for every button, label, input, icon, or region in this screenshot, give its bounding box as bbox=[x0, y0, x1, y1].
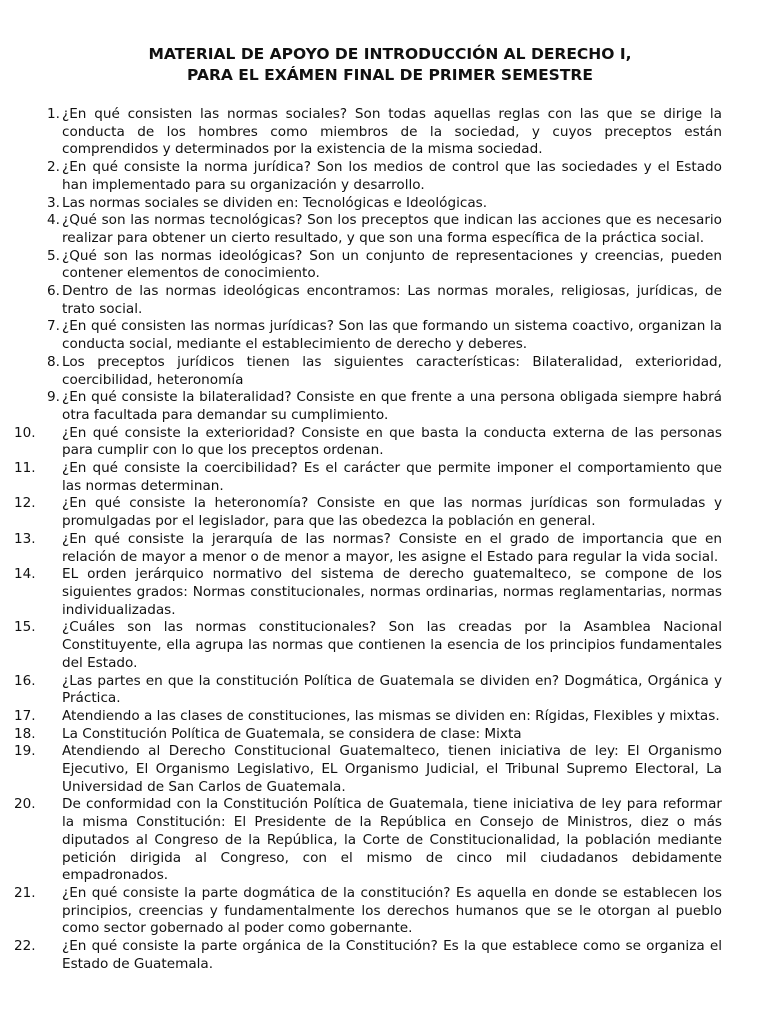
list-item bbox=[0, 708, 722, 726]
list-item bbox=[0, 283, 722, 318]
item-text: ¿En qué consiste la parte dogmática de la constitución? Es aquella en donde se establecen los principios, creencias y fundamentalmente los derechos humanos que se le otorgan al pueblo como sector gobernado al poder como gobernante. bbox=[62, 884, 722, 937]
list-item bbox=[0, 743, 722, 796]
item-text: Dentro de las normas ideológicas encontramos: Las normas morales, religiosas, jurídicas, de trato social. bbox=[62, 283, 722, 317]
list-item bbox=[0, 796, 722, 885]
list-item bbox=[0, 318, 722, 353]
item-number: 13. bbox=[14, 530, 36, 547]
list-item bbox=[0, 531, 722, 566]
item-text: ¿En qué consiste la heteronomía? Consiste en que las normas jurídicas son formuladas y promulgadas por el legislador, para que las obedezca la población en general. bbox=[62, 495, 722, 530]
item-text: ¿Qué son las normas tecnológicas? Son los preceptos que indican las acciones que es necesario realizar para obtener un cierto resultado, y que son una forma específica de la práctica social. bbox=[62, 212, 722, 246]
list-item bbox=[0, 159, 722, 194]
item-number: 15. bbox=[14, 619, 36, 636]
item-text: EL orden jerárquico normativo del sistema de derecho guatemalteco, se compone de los siguientes grados: Normas constitucionales, normas ordinarias, normas reglamentarias, normas individualizadas. bbox=[62, 566, 722, 618]
item-text: ¿Cuáles son las normas constitucionales? Son las creadas por la Asamblea Nacional Constituyente, ella agrupa las normas que contienen la esencia de los principios fundamentales del Estado. bbox=[62, 619, 722, 671]
item-text: Los preceptos jurídicos tienen las siguientes características: Bilateralidad, exterioridad, coercibilidad, heteronomía bbox=[62, 353, 722, 388]
list-item bbox=[0, 938, 722, 973]
item-number: 16. bbox=[14, 672, 36, 689]
item-text: ¿En qué consiste la exterioridad? Consiste en que basta la conducta externa de las personas para cumplir con lo que los preceptos ordenan. bbox=[62, 424, 722, 459]
item-number: 11. bbox=[14, 460, 36, 477]
item-text: La Constitución Política de Guatemala, se considera de clase: Mixta bbox=[62, 725, 522, 742]
item-number: 14. bbox=[14, 566, 36, 583]
list-item bbox=[0, 106, 722, 159]
item-text: ¿Las partes en que la constitución Política de Guatemala se dividen en? Dogmática, Orgánica y Práctica. bbox=[62, 672, 722, 707]
item-number: 21. bbox=[14, 884, 36, 901]
item-number: 2. bbox=[47, 159, 60, 176]
list-item bbox=[0, 248, 722, 283]
item-number: 22. bbox=[14, 938, 36, 955]
list-item bbox=[0, 212, 722, 247]
item-number: 10. bbox=[14, 424, 36, 441]
item-number: 9. bbox=[47, 389, 60, 406]
item-text: Atendiendo a las clases de constituciones, las mismas se dividen en: Rígidas, Flexibles y mixtas. bbox=[62, 707, 720, 724]
item-number: 20. bbox=[14, 796, 36, 813]
item-text: ¿Qué son las normas ideológicas? Son un conjunto de representaciones y creencias, pueden contener elementos de conocimiento. bbox=[62, 247, 722, 282]
item-text: Atendiendo al Derecho Constitucional Guatemalteco, tienen iniciativa de ley: El Organismo Ejecutivo, El Organismo Legislativo, EL Organismo Judicial, el Tribunal Supremo Electoral, La Universidad de San Carlos de Guatemala. bbox=[62, 743, 722, 795]
questions-list bbox=[0, 106, 768, 973]
list-item bbox=[0, 425, 722, 460]
item-text: ¿En qué consiste la jerarquía de las normas? Consiste en el grado de importancia que en relación de mayor a menor o de menor a mayor, les asigne el Estado para regular la vida social. bbox=[62, 530, 722, 565]
item-number: 3. bbox=[47, 194, 60, 211]
item-number: 8. bbox=[47, 353, 60, 370]
item-number: 17. bbox=[14, 707, 36, 724]
item-text: De conformidad con la Constitución Política de Guatemala, tiene iniciativa de ley para reformar la misma Constitución: El Presidente de la República en Consejo de Ministros, diez o más diputados al Congreso de la República, la Corte de Constitucionalidad, la población mediante petición dirigida al Congreso, con el mismo de cinco mil ciudadanos debidamente empadronados. bbox=[62, 796, 722, 884]
item-number: 4. bbox=[47, 212, 60, 229]
item-number: 18. bbox=[14, 725, 36, 742]
item-text: ¿En qué consiste la bilateralidad? Consiste en que frente a una persona obligada siempre habrá otra facultada para demandar su cumplimiento. bbox=[62, 389, 722, 423]
list-item bbox=[0, 389, 722, 424]
list-item bbox=[0, 885, 722, 938]
list-item bbox=[0, 354, 722, 389]
list-item bbox=[0, 195, 722, 213]
item-text: ¿En qué consisten las normas sociales? Son todas aquellas reglas con las que se dirige la conducta de los hombres como miembros de la sociedad, y cuyos preceptos están comprendidos y determinados por la existencia de la misma sociedad. bbox=[62, 106, 722, 158]
list-item bbox=[0, 566, 722, 619]
list-item bbox=[0, 673, 722, 708]
list-item bbox=[0, 619, 722, 672]
list-item bbox=[0, 726, 722, 744]
item-number: 12. bbox=[14, 495, 36, 512]
item-text: ¿En qué consiste la coercibilidad? Es el carácter que permite imponer el comportamiento que las normas determinan. bbox=[62, 460, 722, 494]
item-text: ¿En qué consiste la parte orgánica de la Constitución? Es la que establece como se organiza el Estado de Guatemala. bbox=[62, 938, 722, 972]
list-item bbox=[0, 460, 722, 495]
item-number: 19. bbox=[14, 743, 36, 760]
item-text: ¿En qué consiste la norma jurídica? Son los medios de control que las sociedades y el Estado han implementado para su organización y desarrollo. bbox=[62, 159, 722, 193]
item-number: 7. bbox=[47, 318, 60, 335]
document-title-line-1: MATERIAL DE APOYO DE INTRODUCCIÓN AL DERECHO I, bbox=[148, 45, 632, 63]
item-text: Las normas sociales se dividen en: Tecnológicas e Ideológicas. bbox=[62, 194, 488, 211]
item-number: 5. bbox=[47, 247, 60, 264]
item-text: ¿En qué consisten las normas jurídicas? Son las que formando un sistema coactivo, organizan la conducta social, mediante el establecimiento de derecho y deberes. bbox=[62, 318, 722, 353]
list-item bbox=[0, 495, 722, 530]
document-title-line-2: PARA EL EXÁMEN FINAL DE PRIMER SEMESTRE bbox=[187, 66, 593, 84]
item-number: 6. bbox=[47, 283, 60, 300]
item-number: 1. bbox=[47, 106, 60, 122]
